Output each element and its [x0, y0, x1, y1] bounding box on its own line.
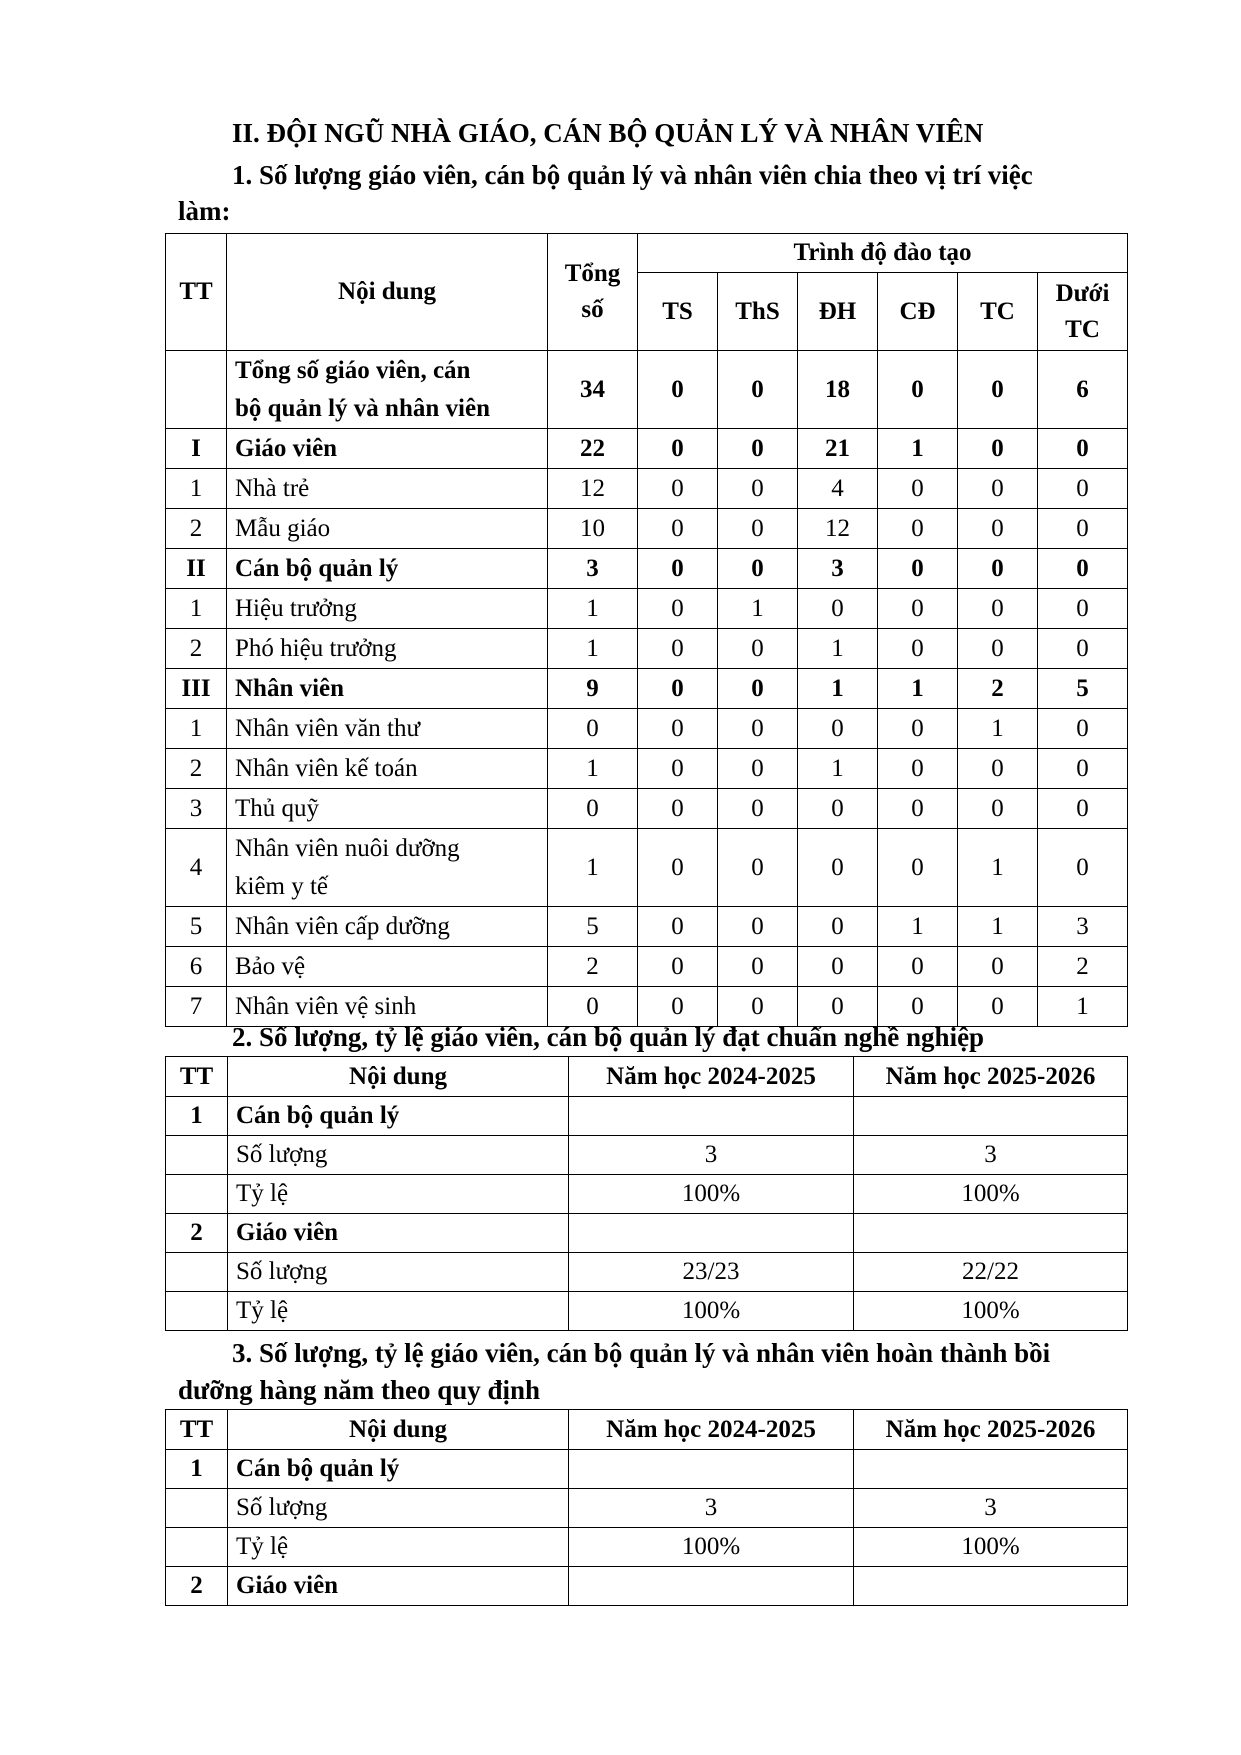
row-tt	[166, 1136, 228, 1175]
total-row-value: 18	[798, 351, 878, 429]
row-value: 1	[798, 669, 878, 709]
row-value-2024-2025	[569, 1097, 854, 1136]
row-label: Hiệu trưởng	[227, 589, 548, 629]
row-value: 4	[798, 469, 878, 509]
professional-standard-table	[165, 1056, 1128, 1331]
table-row	[166, 907, 1128, 947]
col-header-tc: TC	[958, 273, 1038, 351]
total-row-value: 0	[718, 351, 798, 429]
row-value: 0	[798, 947, 878, 987]
table-row	[166, 669, 1128, 709]
row-value: 0	[958, 589, 1038, 629]
row-value: 0	[638, 947, 718, 987]
row-value-2025-2026	[854, 1567, 1128, 1606]
row-value: 0	[878, 549, 958, 589]
total-row-value: 34	[548, 351, 638, 429]
row-tt	[166, 1292, 228, 1331]
total-row-label-line-2: bộ quản lý và nhân viên	[235, 394, 490, 422]
row-value: 5	[548, 907, 638, 947]
col-header-below-tc-line-1: Dưới	[1055, 279, 1110, 307]
row-value: 0	[718, 907, 798, 947]
table-row	[166, 749, 1128, 789]
row-label: Giáo viên	[227, 429, 548, 469]
row-value: 0	[638, 589, 718, 629]
row-value: 0	[718, 829, 798, 907]
row-value: 2	[958, 669, 1038, 709]
row-value: 0	[798, 589, 878, 629]
row-value-2024-2025	[569, 1214, 854, 1253]
heading-3-line-1: 3. Số lượng, tỷ lệ giáo viên, cán bộ quản lý và nhân viên hoàn thành bồi	[232, 1338, 1051, 1368]
table-row	[166, 789, 1128, 829]
row-tt: 4	[166, 829, 227, 907]
row-value: 0	[1038, 629, 1128, 669]
row-tt: 2	[166, 1214, 228, 1253]
col-header-tt: TT	[166, 1410, 228, 1450]
row-tt: 1	[166, 709, 227, 749]
table1-total-row	[166, 351, 1128, 429]
col-header-content: Nội dung	[228, 1057, 569, 1097]
row-value: 0	[878, 987, 958, 1027]
row-value: 21	[798, 429, 878, 469]
row-value: 0	[1038, 709, 1128, 749]
row-value-2025-2026: 100%	[854, 1175, 1128, 1214]
total-row-value: 6	[1038, 351, 1128, 429]
row-value: 0	[958, 749, 1038, 789]
row-value: 1	[548, 829, 638, 907]
row-value-2025-2026: 100%	[854, 1528, 1128, 1567]
row-value-2024-2025	[569, 1567, 854, 1606]
row-value: 0	[718, 789, 798, 829]
row-label: Số lượng	[228, 1489, 569, 1528]
row-value: 0	[878, 829, 958, 907]
row-label: Nhân viên	[227, 669, 548, 709]
total-row-tt	[166, 351, 227, 429]
heading-1-line-1: 1. Số lượng giáo viên, cán bộ quản lý và nhân viên chia theo vị trí việc	[232, 160, 1033, 190]
total-row-value: 0	[638, 351, 718, 429]
row-value-2025-2026: 22/22	[854, 1253, 1128, 1292]
row-value: 0	[718, 549, 798, 589]
row-value: 0	[1038, 469, 1128, 509]
table-row	[166, 1097, 1128, 1136]
row-label	[227, 829, 548, 907]
row-value: 0	[878, 947, 958, 987]
table3-header-row	[166, 1410, 1128, 1450]
row-value: 0	[638, 987, 718, 1027]
table2-header-row	[166, 1057, 1128, 1097]
row-value: 0	[718, 749, 798, 789]
row-value-2025-2026: 3	[854, 1136, 1128, 1175]
col-header-total-line-1: Tổng	[564, 260, 621, 287]
row-value: 0	[1038, 549, 1128, 589]
row-value: 0	[798, 829, 878, 907]
row-value-2024-2025: 100%	[569, 1292, 854, 1331]
row-value: 0	[718, 509, 798, 549]
row-value: 1	[958, 907, 1038, 947]
row-value: 1	[958, 829, 1038, 907]
row-value: 1	[548, 749, 638, 789]
row-value-2024-2025	[569, 1450, 854, 1489]
row-label: Tỷ lệ	[228, 1292, 569, 1331]
row-label: Thủ quỹ	[227, 789, 548, 829]
row-value-2024-2025: 100%	[569, 1175, 854, 1214]
row-tt: 7	[166, 987, 227, 1027]
row-label-line-2: kiêm y tế	[235, 872, 329, 900]
row-value: 0	[1038, 509, 1128, 549]
table-row	[166, 1489, 1128, 1528]
row-value: 0	[638, 669, 718, 709]
table-row	[166, 1214, 1128, 1253]
row-value-2025-2026	[854, 1450, 1128, 1489]
col-header-content: Nội dung	[228, 1410, 569, 1450]
row-value: 0	[798, 709, 878, 749]
row-value: 0	[548, 789, 638, 829]
row-value: 0	[718, 469, 798, 509]
table-row	[166, 1450, 1128, 1489]
col-header-cd: CĐ	[878, 273, 958, 351]
row-label: Cán bộ quản lý	[228, 1097, 569, 1136]
heading-3-line-2: dưỡng hàng năm theo quy định	[178, 1375, 541, 1405]
total-row-value: 0	[958, 351, 1038, 429]
table-row	[166, 549, 1128, 589]
row-value: 22	[548, 429, 638, 469]
row-label: Nhân viên vệ sinh	[227, 987, 548, 1027]
col-header-content: Nội dung	[227, 234, 548, 351]
staff-qualification-table	[165, 233, 1128, 1027]
table-row	[166, 629, 1128, 669]
row-value: 0	[958, 987, 1038, 1027]
table-row	[166, 589, 1128, 629]
row-value: 0	[1038, 589, 1128, 629]
row-tt: III	[166, 669, 227, 709]
row-value-2025-2026: 3	[854, 1489, 1128, 1528]
row-value: 0	[878, 749, 958, 789]
row-tt: 6	[166, 947, 227, 987]
table-row	[166, 709, 1128, 749]
row-value: 1	[798, 749, 878, 789]
row-value-2025-2026	[854, 1214, 1128, 1253]
row-value: 0	[878, 589, 958, 629]
row-label-line-1: Nhân viên nuôi dưỡng	[235, 834, 460, 862]
row-value: 2	[548, 947, 638, 987]
col-header-total-line-2: số	[581, 296, 604, 323]
row-value: 3	[548, 549, 638, 589]
row-value: 0	[638, 789, 718, 829]
row-label: Mẫu giáo	[227, 509, 548, 549]
row-value: 0	[638, 469, 718, 509]
annual-training-table	[165, 1409, 1128, 1606]
row-value-2025-2026: 100%	[854, 1292, 1128, 1331]
table-row	[166, 429, 1128, 469]
row-value: 1	[878, 907, 958, 947]
row-value: 12	[548, 469, 638, 509]
row-value: 3	[1038, 907, 1128, 947]
row-tt: 1	[166, 469, 227, 509]
row-value: 0	[638, 709, 718, 749]
row-value: 5	[1038, 669, 1128, 709]
row-value: 12	[798, 509, 878, 549]
col-header-ths: ThS	[718, 273, 798, 351]
row-label: Cán bộ quản lý	[228, 1450, 569, 1489]
table-row	[166, 829, 1128, 907]
row-value: 0	[958, 789, 1038, 829]
row-label: Tỷ lệ	[228, 1175, 569, 1214]
row-label: Nhà trẻ	[227, 469, 548, 509]
col-header-below-tc-line-2: TC	[1065, 315, 1100, 343]
row-tt: II	[166, 549, 227, 589]
row-tt: 1	[166, 589, 227, 629]
section-title: II. ĐỘI NGŨ NHÀ GIÁO, CÁN BỘ QUẢN LÝ VÀ NHÂN VIÊN	[232, 118, 984, 148]
table-row	[166, 1567, 1128, 1606]
table-row	[166, 947, 1128, 987]
total-row-label	[227, 351, 548, 429]
row-label: Giáo viên	[228, 1567, 569, 1606]
heading-2: 2. Số lượng, tỷ lệ giáo viên, cán bộ quản lý đạt chuẩn nghề nghiệp	[232, 1022, 985, 1052]
row-value: 0	[718, 987, 798, 1027]
row-value: 0	[1038, 789, 1128, 829]
row-label: Cán bộ quản lý	[227, 549, 548, 589]
row-tt: 2	[166, 629, 227, 669]
col-header-year-2024-2025: Năm học 2024-2025	[569, 1410, 854, 1450]
row-value: 0	[958, 469, 1038, 509]
row-tt: 2	[166, 749, 227, 789]
row-label: Tỷ lệ	[228, 1528, 569, 1567]
row-tt: I	[166, 429, 227, 469]
col-header-dh: ĐH	[798, 273, 878, 351]
row-value: 1	[548, 589, 638, 629]
table-row	[166, 1175, 1128, 1214]
row-value: 1	[798, 629, 878, 669]
table-row	[166, 1136, 1128, 1175]
row-value: 0	[718, 629, 798, 669]
row-value: 0	[878, 469, 958, 509]
row-value: 0	[878, 629, 958, 669]
col-header-year-2024-2025: Năm học 2024-2025	[569, 1057, 854, 1097]
row-tt: 2	[166, 509, 227, 549]
table-row	[166, 1253, 1128, 1292]
row-value: 0	[958, 629, 1038, 669]
row-value: 0	[958, 947, 1038, 987]
col-header-year-2025-2026: Năm học 2025-2026	[854, 1410, 1128, 1450]
row-tt	[166, 1528, 228, 1567]
row-value: 0	[718, 429, 798, 469]
col-header-ts: TS	[638, 273, 718, 351]
row-value: 0	[798, 789, 878, 829]
row-value: 0	[638, 549, 718, 589]
row-value-2025-2026	[854, 1097, 1128, 1136]
row-value: 0	[1038, 829, 1128, 907]
row-value: 0	[638, 907, 718, 947]
row-value: 0	[958, 549, 1038, 589]
row-value: 1	[548, 629, 638, 669]
row-value-2024-2025: 3	[569, 1136, 854, 1175]
heading-1-line-2: làm:	[178, 196, 231, 226]
row-value: 0	[638, 429, 718, 469]
row-tt: 3	[166, 789, 227, 829]
row-tt	[166, 1175, 228, 1214]
row-label: Bảo vệ	[227, 947, 548, 987]
row-tt: 1	[166, 1097, 228, 1136]
col-header-below-tc	[1038, 273, 1128, 351]
row-value: 0	[638, 749, 718, 789]
row-value: 0	[718, 947, 798, 987]
row-value-2024-2025: 23/23	[569, 1253, 854, 1292]
row-value: 0	[878, 789, 958, 829]
row-value: 0	[958, 509, 1038, 549]
row-value: 0	[1038, 429, 1128, 469]
row-label: Phó hiệu trưởng	[227, 629, 548, 669]
row-value: 1	[718, 589, 798, 629]
row-value: 0	[798, 907, 878, 947]
row-value: 0	[638, 509, 718, 549]
row-value: 2	[1038, 947, 1128, 987]
row-value: 0	[718, 709, 798, 749]
total-row-value: 0	[878, 351, 958, 429]
table1-header-row-1	[166, 234, 1128, 273]
table-row	[166, 1528, 1128, 1567]
row-value: 0	[878, 709, 958, 749]
row-label: Giáo viên	[228, 1214, 569, 1253]
row-value: 0	[548, 709, 638, 749]
row-label: Số lượng	[228, 1136, 569, 1175]
row-value: 1	[878, 429, 958, 469]
row-value: 1	[958, 709, 1038, 749]
row-value: 0	[798, 987, 878, 1027]
table-row	[166, 469, 1128, 509]
row-value: 0	[878, 509, 958, 549]
row-value: 0	[718, 669, 798, 709]
col-header-training-level: Trình độ đào tạo	[638, 234, 1128, 273]
row-label: Nhân viên kế toán	[227, 749, 548, 789]
row-value: 0	[638, 629, 718, 669]
row-value-2024-2025: 3	[569, 1489, 854, 1528]
row-value: 1	[1038, 987, 1128, 1027]
row-label: Số lượng	[228, 1253, 569, 1292]
row-value: 0	[958, 429, 1038, 469]
col-header-year-2025-2026: Năm học 2025-2026	[854, 1057, 1128, 1097]
row-tt: 2	[166, 1567, 228, 1606]
row-value: 1	[878, 669, 958, 709]
row-label: Nhân viên cấp dưỡng	[227, 907, 548, 947]
row-value: 0	[548, 987, 638, 1027]
row-tt: 1	[166, 1450, 228, 1489]
row-value: 0	[638, 829, 718, 907]
row-label: Nhân viên văn thư	[227, 709, 548, 749]
row-tt	[166, 1253, 228, 1292]
row-tt: 5	[166, 907, 227, 947]
table-row	[166, 509, 1128, 549]
row-tt	[166, 1489, 228, 1528]
row-value: 9	[548, 669, 638, 709]
row-value-2024-2025: 100%	[569, 1528, 854, 1567]
row-value: 10	[548, 509, 638, 549]
col-header-tt: TT	[166, 234, 227, 351]
col-header-tt: TT	[166, 1057, 228, 1097]
total-row-label-line-1: Tổng số giáo viên, cán	[235, 356, 471, 384]
row-value: 3	[798, 549, 878, 589]
row-value: 0	[1038, 749, 1128, 789]
col-header-total	[548, 234, 638, 351]
table-row	[166, 1292, 1128, 1331]
